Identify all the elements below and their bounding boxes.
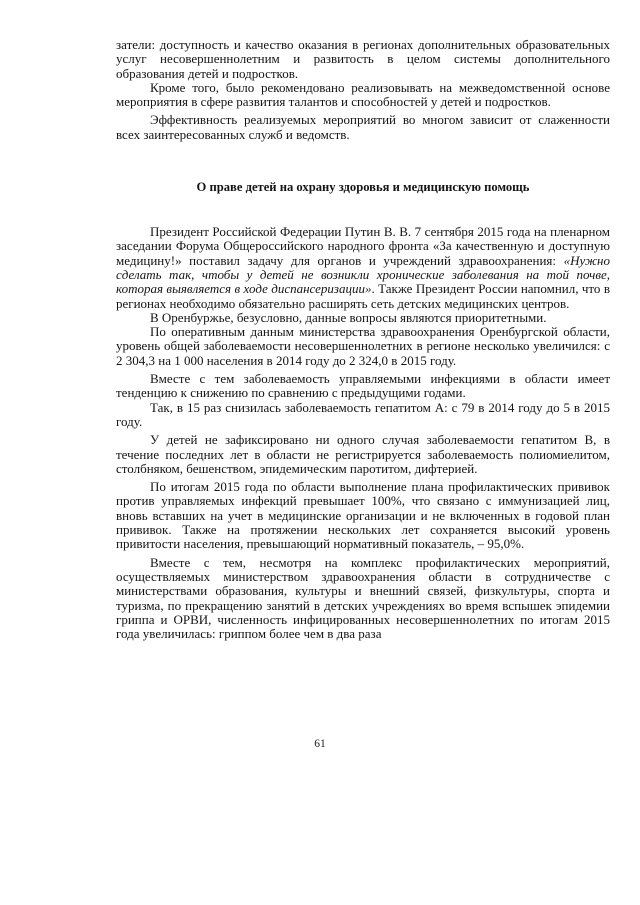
- body-paragraph-2: В Оренбуржье, безусловно, данные вопросы являются приоритетными.: [150, 309, 547, 325]
- page-number: 61: [314, 738, 326, 750]
- president-quote: «Нужно сделать так, чтобы у детей не возникли хронические заболевания на той почве, которая выявляется в ходе диспансеризации»: [116, 252, 610, 297]
- intro-paragraph-1: затели: доступность и качество оказания в регионах дополнительных образовательных услуг несовершеннолетним и развитость в целом системы дополнительного образования детей и подростков.: [116, 37, 610, 81]
- body-paragraph-4: Вместе с тем заболеваемость управляемыми инфекциями в области имеет тенденцию к снижению по сравнению с предыдущими годами.: [116, 371, 610, 401]
- body-paragraph-1-start: Президент Российской Федерации Путин В. В. 7 сентября 2015 года на пленарном заседании Форума Общероссийского народного фронта «За качественную и доступную медицину!» поставил задачу для органов и учреждений здравоохранения:: [116, 224, 610, 268]
- section-title: О праве детей на охрану здоровья и медицинскую помощь: [196, 180, 530, 195]
- body-paragraph-3: По оперативным данным министерства здравоохранения Оренбургской области, уровень общей заболеваемости несовершеннолетних в регионе несколько увеличился: с 2 304,3 на 1 000 населения в 2014 году до 2 324,0 в 2015 году.: [116, 324, 610, 368]
- body-paragraph-1: [116, 225, 610, 311]
- document-page: [116, 38, 610, 641]
- body-paragraph-8: Вместе с тем, несмотря на комплекс профилактических мероприятий, осуществляемых министерством здравоохранения области в сотрудничестве с министерствами образования, культуры и внешний связей, физкультуры, спорта и туризма, по прекращению занятий в детских учреждениях во время вспышек эпидемии гриппа и ОРВИ, численность инфицированных несовершеннолетних по итогам 2015 года увеличилась: гриппом более чем в два раза: [116, 554, 610, 642]
- intro-paragraph-2: Кроме того, было рекомендовано реализовывать на межведомственной основе мероприятия в сфере развития талантов и способностей у детей и подростков.: [116, 79, 610, 110]
- body-paragraph-6: У детей не зафиксировано ни одного случая заболеваемости гепатитом В, в течение последних лет в области не регистрируется заболеваемость полиомиелитом, столбняком, бешенством, эпидемическим паротитом, дифтерией.: [116, 432, 610, 476]
- intro-paragraph-3: Эффективность реализуемых мероприятий во многом зависит от слаженности всех заинтересованных служб и ведомств.: [116, 112, 610, 142]
- body-paragraph-1-end: . Также Президент России напомнил, что в регионах необходимо обязательно расширять сеть детских медицинских центров.: [116, 281, 610, 311]
- body-paragraph-7: По итогам 2015 года по области выполнение плана профилактических прививок против управляемых инфекций превышает 100%, что связано с иммунизацией лиц, вновь вставших на учет в медицинские организации и не включенных в годовой план прививок. Также на протяжении нескольких лет сохраняется высокий уровень привитости населения, превышающий нормативный показатель, – 95,0%.: [116, 479, 610, 552]
- body-paragraph-5: Так, в 15 раз снизилась заболеваемость гепатитом А: с 79 в 2014 году до 5 в 2015 году.: [116, 399, 610, 429]
